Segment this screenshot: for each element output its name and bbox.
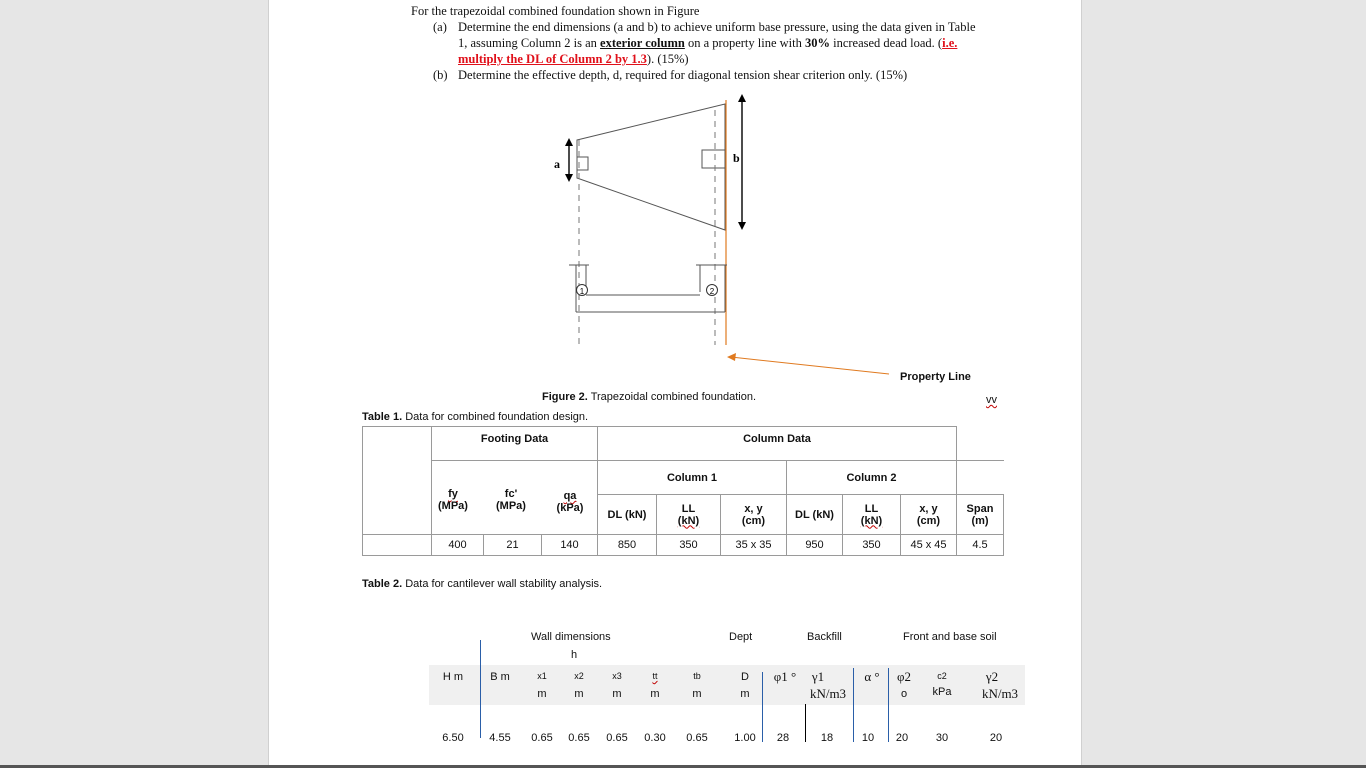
table2-value: 30	[935, 732, 949, 744]
table2-value: 1.00	[734, 732, 756, 744]
table2-value: 0.65	[686, 732, 708, 744]
ll1-header: LL (kN)	[657, 495, 721, 535]
document-page: For the trapezoidal combined foundation shown in Figure (a) Determine the end dimensions (a and b) to achieve uniform base pressure, using the data given in Table 1, assuming Column 2 is an exterior column on a property line with 30% increased dead load. (i.e. multiply the DL of Column 2 by 1.3). (15%) (b) Determine the effective depth, d, required for diagonal tension shear criterion only. (15%) 1 2 a b Property Line Figure 2. Trapezoidal combined foundation. vv Table 1. Data for combined foundation design. Footing Data Column Data Column 1 Column 2 DL (kN) LL (kN) x, y (cm) DL (kN) LL (kN) x, y (cm) Span (m) 400 21 140 850 350 35 x 35 950 350 45 x 45 4.5 fy (MPa) fc' (MPa) qa (kPa) Table 2. Data for cantilever wall stability analysis. Wall dimensions Dept Backfill Front and base soil h H m B m x1 x2 x3 tt tb D φ1 ° γ1 α ° φ2 c2 γ2 m m m m m m kN/m3 o kPa kN/m3 6.50 4.55 0.65 0.65 0.65 0.30 0.65 1.00 28 18 10 20 30 20	[268, 0, 1082, 768]
table2-value: 20	[989, 732, 1003, 744]
xy1-header: x, y (cm)	[721, 495, 787, 535]
table1-cell: 850	[598, 535, 657, 556]
part-b-text: Determine the effective depth, d, required for diagonal tension shear criterion only. (15%)	[458, 68, 908, 82]
column1-header: Column 1	[598, 461, 787, 495]
header-x2: x2	[574, 671, 584, 681]
fy-header: fy (MPa)	[438, 488, 468, 512]
footing-data-header: Footing Data	[432, 427, 598, 461]
xy2-header: x, y (cm)	[901, 495, 957, 535]
header-H: H m	[442, 671, 464, 683]
table1-cell: 140	[542, 535, 598, 556]
table1-cell: 400	[432, 535, 484, 556]
span-header: Span (m)	[957, 495, 1004, 535]
foundation-figure	[269, 0, 1081, 400]
group-dept: Dept	[729, 631, 753, 643]
fc-header: fc' (MPa)	[496, 488, 526, 512]
table2-value: 0.65	[606, 732, 628, 744]
header-x3: x3	[612, 671, 622, 681]
group-backfill: Backfill	[807, 631, 842, 643]
svg-text:1: 1	[579, 287, 585, 296]
label-a: a	[554, 157, 560, 171]
part-a-line2: 1, assuming Column 2 is an exterior column on a property line with 30% increased dead load. (i.e.	[458, 36, 958, 50]
table1-cell: 350	[843, 535, 901, 556]
header-D: D	[741, 671, 749, 683]
table1-cell: 350	[657, 535, 721, 556]
header-B: B m	[490, 671, 510, 683]
dl2-header: DL (kN)	[787, 495, 843, 535]
column2-header: Column 2	[787, 461, 957, 495]
question-intro: For the trapezoidal combined foundation shown in Figure	[411, 4, 700, 18]
column2-plan	[702, 150, 725, 168]
part-b-label: (b)	[433, 68, 448, 82]
table2-value: 0.65	[568, 732, 590, 744]
table2-value: 0.30	[644, 732, 666, 744]
header-c2: c2	[937, 671, 947, 681]
header-phi1: φ1 °	[773, 669, 797, 684]
figure-caption: Figure 2. Trapezoidal combined foundation.	[542, 391, 757, 403]
header-alpha: α °	[864, 669, 880, 684]
table1-cell: 21	[484, 535, 542, 556]
table2-value: 6.50	[442, 732, 464, 744]
table1-caption: Table 1. Data for combined foundation design.	[362, 411, 589, 423]
header-x1: x1	[537, 671, 547, 681]
column-data-header: Column Data	[598, 427, 957, 461]
table2-value: 18	[820, 732, 834, 744]
exterior-column-emphasis: exterior column	[600, 36, 685, 50]
svg-text:2: 2	[709, 287, 715, 296]
table1-cell: 35 x 35	[721, 535, 787, 556]
property-line-label: Property Line	[900, 371, 971, 383]
table2-value: 20	[895, 732, 909, 744]
part-a-line1: Determine the end dimensions (a and b) to achieve uniform base pressure, using the data given in Table	[458, 20, 976, 34]
header-gamma1: γ1	[811, 669, 825, 684]
leader-arrowhead	[727, 353, 736, 361]
arrowhead-b-top	[738, 94, 746, 102]
table2-value: 4.55	[489, 732, 511, 744]
property-line-leader	[731, 357, 889, 374]
table2-caption: Table 2. Data for cantilever wall stability analysis.	[362, 578, 603, 590]
arrowhead-a-bottom	[565, 174, 573, 182]
h-label: h	[571, 649, 578, 661]
arrowhead-b-bottom	[738, 222, 746, 230]
table2-value: 10	[861, 732, 875, 744]
qa-header: qa (kPa)	[556, 490, 584, 514]
group-wall-dimensions: Wall dimensions	[531, 631, 611, 643]
header-gamma2: γ2	[985, 669, 999, 684]
header-tb: tb	[693, 671, 701, 681]
table1-cell: 4.5	[957, 535, 1004, 556]
header-tt: tt	[652, 671, 658, 681]
table2-value: 28	[776, 732, 790, 744]
multiply-instruction: multiply the DL of Column 2 by 1.3	[458, 52, 647, 66]
label-b: b	[733, 151, 740, 165]
trapezoid-footing	[577, 104, 725, 230]
ll2-header: LL (kN)	[843, 495, 901, 535]
table2-value: 0.65	[531, 732, 553, 744]
part-a-label: (a)	[433, 20, 447, 34]
header-phi2: φ2	[896, 669, 911, 684]
arrowhead-a-top	[565, 138, 573, 146]
table1-cell: 950	[787, 535, 843, 556]
dl1-header: DL (kN)	[598, 495, 657, 535]
stray-text: vv	[986, 394, 997, 406]
group-front-base-soil: Front and base soil	[903, 631, 997, 643]
table1-cell: 45 x 45	[901, 535, 957, 556]
part-a-line3: multiply the DL of Column 2 by 1.3). (15%)	[458, 52, 689, 66]
